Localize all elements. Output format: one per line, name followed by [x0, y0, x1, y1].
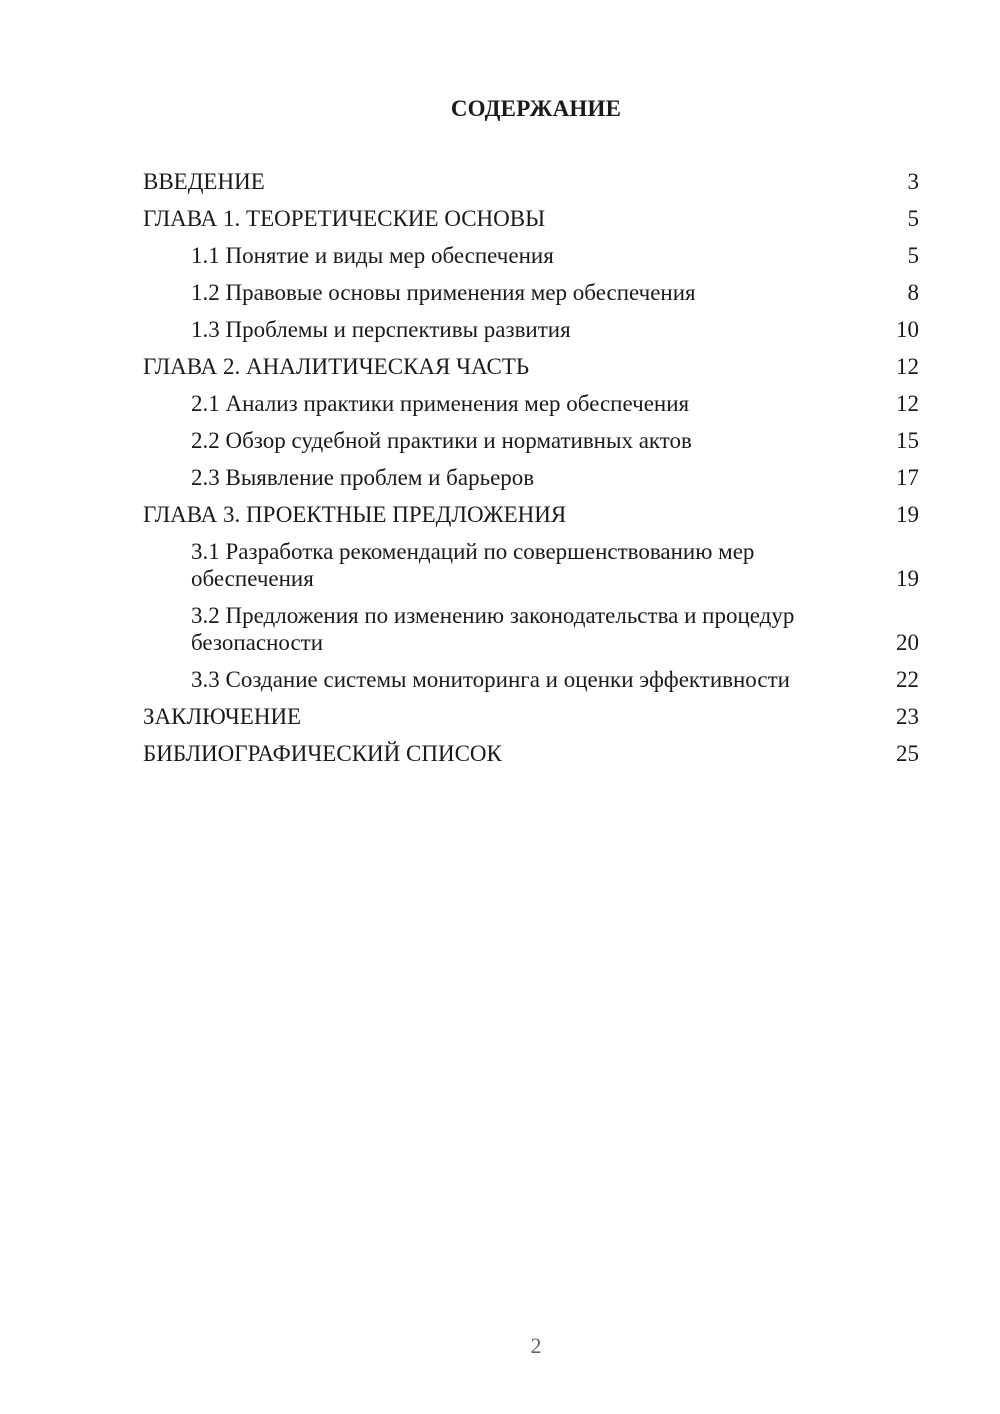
toc-entry-bibliography: [143, 740, 919, 767]
toc-entry-section-1-1: [143, 242, 919, 269]
toc-entry-page: 25: [896, 741, 919, 766]
toc-entry-page: 3: [907, 169, 919, 194]
toc-entry-section-1-3: [143, 316, 919, 343]
toc-entry-introduction: [143, 168, 919, 195]
toc-entry-page: 12: [896, 354, 919, 379]
toc-entry-page: 17: [896, 465, 919, 490]
toc-entry-section-2-2: [143, 427, 919, 454]
toc-entry-text: 2.2 Обзор судебной практики и нормативных актов: [191, 428, 692, 453]
toc-entry-page: 19: [896, 502, 919, 527]
toc-entry-text: ГЛАВА 2. АНАЛИТИЧЕСКАЯ ЧАСТЬ: [143, 354, 530, 379]
toc-entry-page: 23: [896, 704, 919, 729]
toc-entry-text: 1.3 Проблемы и перспективы развития: [191, 317, 571, 342]
toc-entry-page: 10: [896, 317, 919, 342]
toc-entry-section-1-2: [143, 279, 919, 306]
toc-entry-text: 3.3 Создание системы мониторинга и оценки эффективности: [191, 667, 790, 692]
toc-entry-text: 1.1 Понятие и виды мер обеспечения: [191, 243, 554, 268]
toc-entry-section-3-3: [143, 666, 919, 693]
toc-entry-text: 3.2 Предложения по изменению законодательства и процедур безопасности: [191, 603, 795, 655]
toc-entry-text: ЗАКЛЮЧЕНИЕ: [143, 704, 302, 729]
toc-entry-page: 19: [896, 566, 919, 591]
toc-entry-text: БИБЛИОГРАФИЧЕСКИЙ СПИСОК: [143, 741, 502, 766]
toc-entry-text: ВВЕДЕНИЕ: [143, 169, 265, 194]
toc-entry-text: 2.3 Выявление проблем и барьеров: [191, 465, 535, 490]
toc-entry-page: 22: [896, 667, 919, 692]
toc-entry-section-3-2: [143, 602, 919, 656]
toc-entry-page: 5: [907, 206, 919, 231]
page-number: 2: [530, 1333, 542, 1358]
toc-title: СОДЕРЖАНИЕ: [450, 96, 622, 121]
toc-entry-page: 5: [907, 243, 919, 268]
toc-entry-section-2-1: [143, 390, 919, 417]
toc-entry-section-2-3: [143, 464, 919, 491]
toc-entry-text: ГЛАВА 3. ПРОЕКТНЫЕ ПРЕДЛОЖЕНИЯ: [143, 502, 567, 527]
toc-entry-page: 8: [907, 280, 919, 305]
toc-entry-text: 3.1 Разработка рекомендаций по совершенствованию мер обеспечения: [191, 539, 755, 591]
toc-entry-chapter-3: [143, 501, 919, 528]
toc-entry-section-3-1: [143, 538, 919, 592]
toc-entry-text: ГЛАВА 1. ТЕОРЕТИЧЕСКИЕ ОСНОВЫ: [143, 206, 546, 231]
toc-entry-text: 2.1 Анализ практики применения мер обеспечения: [191, 391, 690, 416]
toc-entry-chapter-1: [143, 205, 919, 232]
toc-entry-text: 1.2 Правовые основы применения мер обеспечения: [191, 280, 696, 305]
toc-entry-page: 20: [896, 630, 919, 655]
toc-entry-chapter-2: [143, 353, 919, 380]
toc-entry-conclusion: [143, 703, 919, 730]
table-of-contents: [143, 168, 919, 777]
toc-entry-page: 12: [896, 391, 919, 416]
toc-entry-page: 15: [896, 428, 919, 453]
